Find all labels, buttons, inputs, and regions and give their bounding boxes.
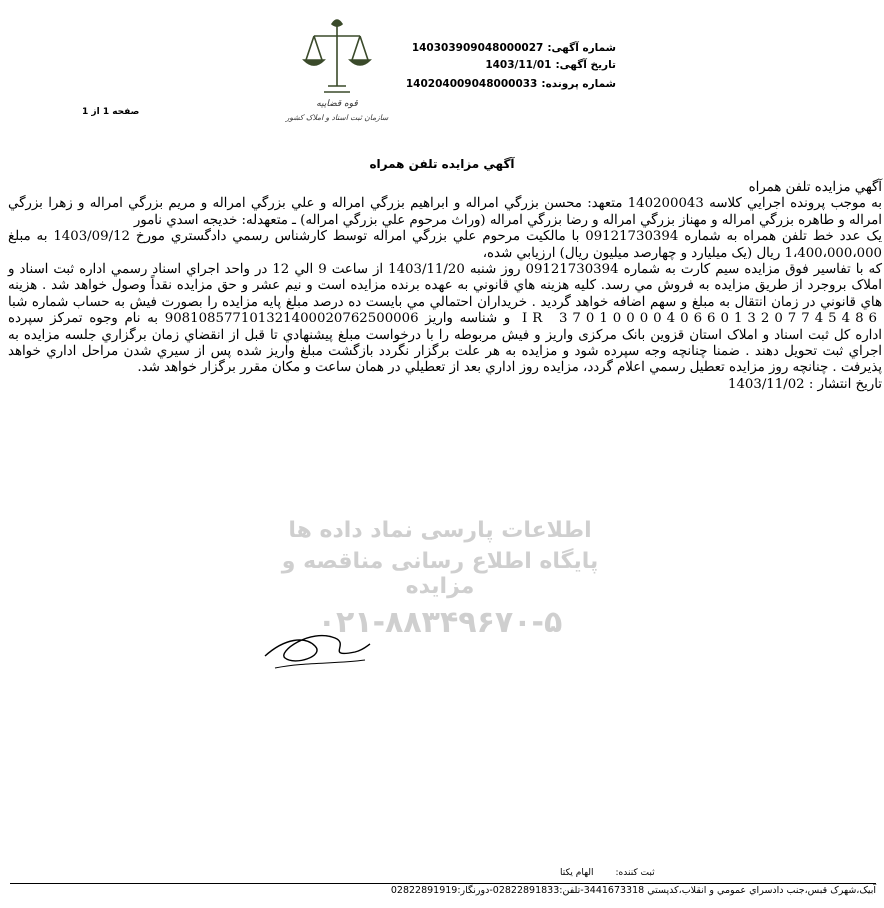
registrar [560, 868, 655, 878]
emblem-text-top: قوه قضاییه [316, 99, 358, 109]
publish-date-line: تاريخ انتشار : 1403/11/02 [727, 376, 882, 392]
watermark-phone: ۰۲۱-۸۸۳۴۹۶۷۰-۵ [317, 605, 563, 640]
notice-heading-line: آگهي مزايده تلفن همراه [748, 180, 882, 195]
paragraph-3-rest: 908108577101321400020762500006 به نام وجوه تمركز سپرده اداره كل ثبت اسناد و املاک استان قزوين بانک مركزی واريز و فيش مربوطه را با درخواست مبلغ پيشنهادي تا قبل از انقضاي زمان برگزاري جلسه مزايده به اجراي ثبت تحويل دهند . ضمنا چنانچه وجه سپرده شود و مزايده به هر علت برگزار نگردد بازگشت مبلغ واريز شده پس از سيري شدن مراحل اداري خواهد پذيرفت . چنانچه روز مزايده تعطيل رسمي اعلام گردد، مزايده روز اداري بعد از تعطيلي در همان ساعت و مكان مقرر برگزار خواهد شد. [8, 311, 882, 376]
paragraph-3-main: كه با تفاسير فوق مزايده سيم كارت به شماره 09121730394 روز شنبه 1403/11/20 از ساعت 9 الي 12 در واحد اجراي اسناد رسمي اداره ثبت اسناد و املاک بروجرد از طريق مزايده به فروش مي رسد. كليه هزينه هاي قانوني به عهده برنده مزايده است و نيم عشر و حق مزايده نقداً وصول خواهد شد . هزينه هاي قانوني در زمان انتقال به مبلغ و سهم اضافه خواهد گرديد . خريداران احتمالي مي بايست ده درصد مبلغ پايه مزايده را بصورت فيش [8, 262, 882, 310]
registrar-label: ثبت کننده: [615, 868, 655, 878]
signature-icon [255, 618, 375, 678]
ad-number: شماره آگهی:140303909048000027 [411, 42, 616, 54]
watermark-line-2: پایگاه اطلاع رسانی مناقصه و مزایده [281, 549, 599, 599]
notice-paragraph-1: به موجب پرونده اجرايي كلاسه 140200043 متعهد: محسن بزرگي امراله و ابراهيم بزرگي امراله و علي بزرگي امراله و مريم بزرگي امراله و زهرا بزرگي امراله و طاهره بزرگي امراله و مهناز بزرگي امراله و رضا بزرگي امراله (وراث مرحوم علي بزرگي امراله) ـ متعهدله: خديجه اسدي نامور [8, 196, 883, 228]
emblem-text-bottom: سازمان ثبت اسناد و املاک کشور [285, 113, 389, 122]
registrar-name: الهام یکتا [560, 868, 594, 878]
notice-paragraph-3 [8, 262, 882, 377]
watermark-line-1: اطلاعات پارسی نماد داده ها [288, 518, 592, 543]
iban-line: به حساب شماره شبا IR 370100004066013207745486 و شناسه واريز [8, 294, 883, 327]
notice-body [8, 180, 882, 393]
ad-date: تاریخ آگهی:1403/11/01 [485, 59, 616, 71]
page-number: صفحه 1 از 1 [82, 107, 140, 117]
file-number: شماره پرونده:140204009048000033 [405, 78, 616, 90]
footer-divider [10, 883, 876, 884]
judiciary-emblem-icon [285, 14, 389, 124]
page-title: آگهي مزايده تلفن همراه [369, 157, 515, 171]
footer-address: آبیک،شهرک قبس،جنب دادسراي عمومي و انقلاب،كدپستي 3441673318-تلفن:02822891833-دورنگار:02822891919 [390, 885, 876, 896]
notice-paragraph-2: يک عدد خط تلفن همراه به شماره 09121730394 با مالكيت مرحوم علي بزرگي امراله توسط كارشناس رسمي دادگستري مورخ 1403/09/12 به مبلغ 1،400،000،000 ريال (يک ميليارد و چهارصد ميليون ريال) ارزيابي شده، [8, 229, 882, 261]
